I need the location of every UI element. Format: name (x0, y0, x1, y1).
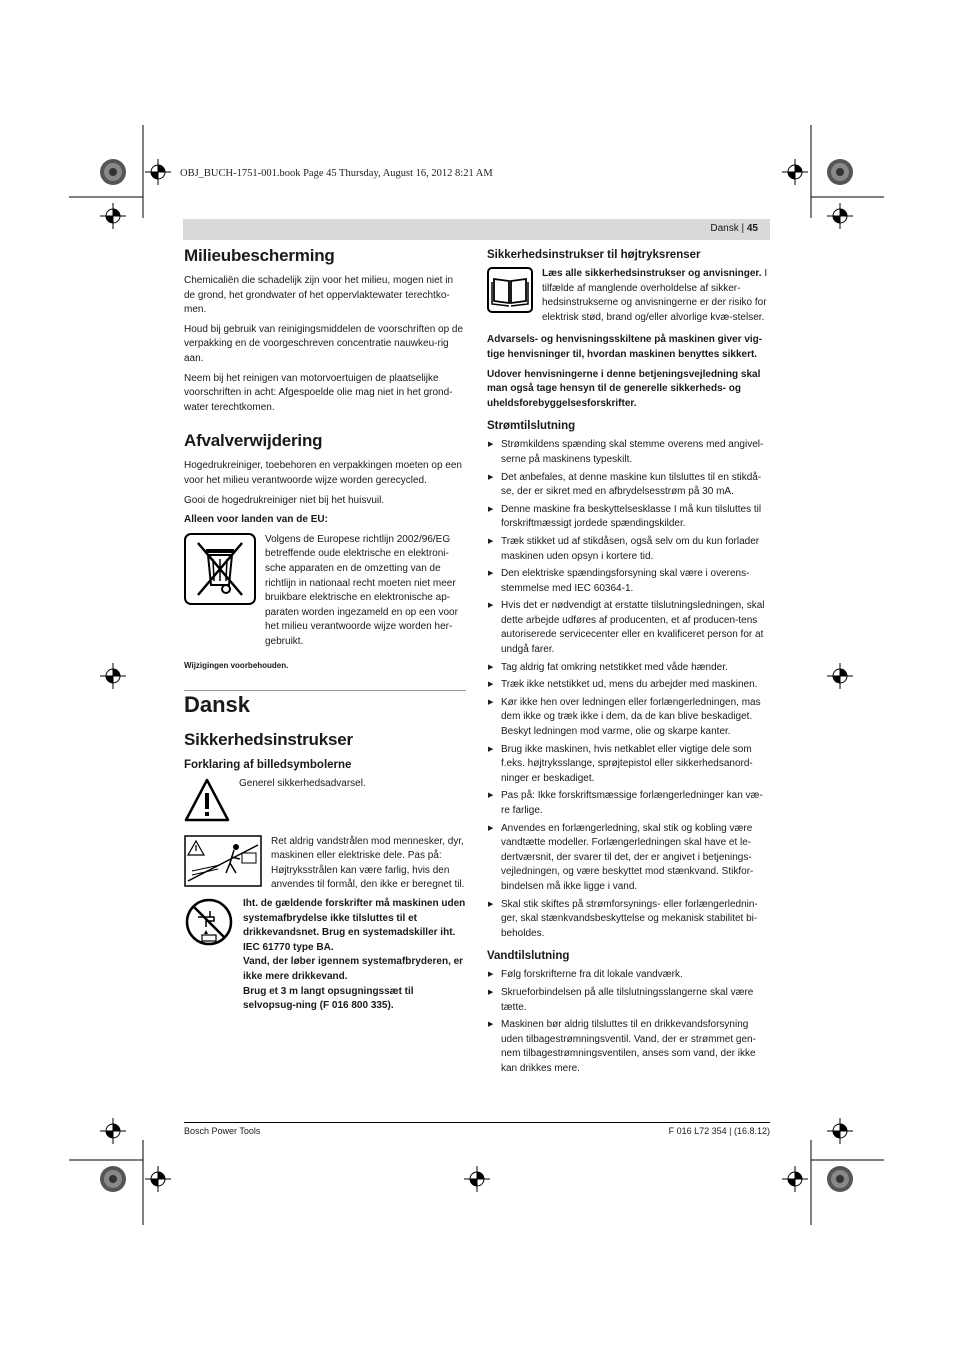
subsection-title-power: Strømtilslutning (487, 420, 576, 433)
symbol-row-water-jet (184, 835, 466, 893)
drinking-water-text-3: Brug et 3 m langt opsugningssæt til selvopsug-ning (F 016 800 335). (243, 985, 414, 1012)
symbol-general-warning-text: Generel sikkerhedsadvarsel. (239, 778, 366, 789)
warning-signs-note: Advarsels- og henvisningsskiltene på maskinen giver vig-tige henvisninger til, hvordan maskinen benyttes sikkert. (487, 334, 763, 360)
header-separator: | (738, 223, 747, 234)
section-divider (184, 690, 466, 691)
list-item: ▶ Kør ikke hen over ledningen eller forlængerledningen, mas dem ikke og træk ikke i dem, da de kan blive beskadiget. Beskyt ledningen mod varme, olie og skarpe kanter. (487, 696, 770, 740)
footer-rule (184, 1122, 770, 1123)
subsection-title-water: Vandtilslutning (487, 950, 570, 963)
water-list (487, 968, 770, 1076)
symbol-drinking-water-text (243, 897, 466, 1014)
list-item: ▶ Skrueforbindelsen på alle tilslutningsslangerne skal være tætte. (487, 986, 770, 1015)
footer-doc-number: F 016 L72 354 | (16.8.12) (668, 1126, 770, 1136)
changes-reserved-note: Wijzigingen voorbehouden. (184, 661, 289, 671)
list-item: ▶ Den elektriske spændingsforsyning skal være i overens-stemmelse med IEC 60364-1. (487, 567, 770, 596)
page-number: 45 (746, 223, 758, 234)
power-list (487, 438, 770, 941)
footer-brand: Bosch Power Tools (184, 1126, 261, 1136)
list-item: ▶ Træk stikket ud af stikdåsen, også selv om du kun forlader maskinen uden opsyn i kortere tid. (487, 535, 770, 564)
section-title-sikkerhed: Sikkerhedsinstrukser (184, 730, 353, 749)
water-jet-warning-icon (184, 835, 262, 893)
list-item: ▶ Hvis det er nødvendigt at erstatte tilslutningsledningen, skal dette arbejde udføres af producenten, et af producen-tens autoriserede servicecenter eller en kvalificeret person for at undgå farer. (487, 599, 770, 657)
right-column (487, 248, 770, 1080)
list-item: ▶ Træk ikke netstikket ud, mens du arbejder med maskinen. (487, 678, 770, 693)
section-title-milieu: Milieubescherming (184, 246, 335, 265)
page-header-text (710, 223, 758, 234)
milieu-paragraph-2: Houd bij gebruik van reinigingsmiddelen de voorschriften op de verpakking en de voorgeschreven concentratie nauwkeu-rig aan. (184, 323, 464, 364)
symbol-water-jet-text: Ret aldrig vandstrålen mod mennesker, dyr, maskinen eller elektriske dele. Pas på: Højtryksstrålen kan være farlig, hvis den anvendes til formål, den ikke er beregnet til. (271, 835, 465, 891)
afval-paragraph-1: Hogedrukreiniger, toebehoren en verpakkingen moeten op een voor het milieu verantwoorde wijze worden gerecycled. (184, 460, 462, 486)
drinking-water-text-2: Vand, der løber igennem systemafbryderen, er ikke mere drikkevand. (243, 956, 464, 982)
weee-bin-icon (184, 533, 256, 650)
symbol-row-drinking-water (184, 897, 466, 1014)
list-item: ▶ Strømkildens spænding skal stemme overens med angivel-serne på maskinens typeskilt. (487, 438, 770, 467)
read-instructions-text (542, 267, 770, 325)
eu-label: Alleen voor landen van de EU: (184, 514, 328, 526)
header-language: Dansk (710, 223, 739, 234)
read-instructions-bold: Læs alle sikkerhedsinstrukser og anvisninger. (542, 268, 762, 279)
list-item: ▶ Brug ikke maskinen, hvis netkablet eller vigtige dele som f.eks. højtryksslange, sprøjtepistol eller sikkerhedsanord-ninger er beskadiget. (487, 743, 770, 787)
weee-block (184, 533, 466, 650)
list-item: ▶ Denne maskine fra beskyttelsesklasse I må kun tilsluttes til forskriftmæssigt jordede spændingskilder. (487, 503, 770, 532)
subsection-title-highpressure: Sikkerhedsinstrukser til højtryksrenser (487, 249, 701, 261)
no-drinking-water-icon (184, 897, 234, 1014)
general-rules-note: Udover henvisningerne i denne betjeningsvejledning skal man også tage hensyn til de generelle sikkerheds- og uheldsforebyggelsesforskrifter. (487, 368, 761, 409)
language-title-dansk: Dansk (184, 692, 251, 717)
list-item: ▶ Pas på: Ikke forskriftsmæssige forlængerledninger kan væ-re farlige. (487, 789, 770, 818)
list-item: ▶ Det anbefales, at denne maskine kun tilsluttes til en stikdå-se, der er sikret med en afbrydelsesstrøm på 30 mA. (487, 471, 770, 500)
book-info-line: OBJ_BUCH-1751-001.book Page 45 Thursday, August 16, 2012 8:21 AM (180, 168, 493, 179)
subsection-title-symbols: Forklaring af billedsymbolerne (184, 759, 352, 771)
manual-book-icon (487, 267, 533, 325)
warning-triangle-icon (184, 777, 230, 829)
left-column (184, 246, 466, 679)
read-instructions-block (487, 267, 770, 325)
section-title-afval: Afvalverwijdering (184, 431, 323, 451)
eu-directive-text: Volgens de Europese richtlijn 2002/96/EG betreffende oude elektrische en elektroni-sche apparaten en de omzetting van de richtlijn in nationaal recht moeten niet meer bruikbare elektrische en elektronische ap-paraten worden ingezameld en op een voor het milieu verantwoorde wijze worden her-gebruikt. (265, 533, 458, 647)
milieu-paragraph-1: Chemicaliën die schadelijk zijn voor het milieu, mogen niet in de grond, het grondwater of het oppervlaktewater terechtko-men. (184, 275, 454, 316)
milieu-paragraph-3: Neem bij het reinigen van motorvoertuigen de plaatselijke voorschriften in acht: Afgespoelde olie mag niet in het grond-water terechtkomen. (184, 372, 453, 413)
list-item: ▶ Anvendes en forlængerledning, skal stik og kobling være vandtætte modeller. Forlængerledningen skal have et le-dertværsnit, der svarer til det, der er angivet i betjenings-vejledningen, og være beskyttet mod stænkvand. Stikfor-bindelsen må ikke ligge i vand. (487, 822, 770, 895)
list-item: ▶ Skal stik skiftes på strømforsynings- eller forlængerlednin-ger, skal stænkvandsbeskyttelse og mekanisk stabilitet bi-beholdes. (487, 898, 770, 942)
drinking-water-text-1: Iht. de gældende forskrifter må maskinen uden systemafbrydelse ikke tilsluttes til et drikkevandsnet. Brug en systemadskiller iht. IEC 61770 type BA. (243, 897, 466, 953)
afval-paragraph-2: Gooi de hogedrukreiniger niet bij het huisvuil. (184, 494, 385, 506)
read-instructions-rest: I tilfælde af manglende overholdelse af sikker-hedsinstrukserne og anvisningerne er der risiko for elektrisk stød, brand og/eller alvorlige kvæ-stelser. (542, 268, 768, 323)
list-item: ▶ Tag aldrig fat omkring netstikket med våde hænder. (487, 661, 770, 676)
list-item: ▶ Følg forskrifterne fra dit lokale vandværk. (487, 968, 770, 983)
page-header-bar (183, 219, 770, 240)
dansk-section (184, 692, 466, 1018)
list-item: ▶ Maskinen bør aldrig tilsluttes til en drikkevandsforsyning uden tilbagestrømningsventil. Vand, der er strømmet gen-nem tilbagestrømningsventilen, anses som vand, der ikke kan drikkes mere. (487, 1018, 770, 1076)
symbol-row-general-warning (184, 777, 466, 829)
